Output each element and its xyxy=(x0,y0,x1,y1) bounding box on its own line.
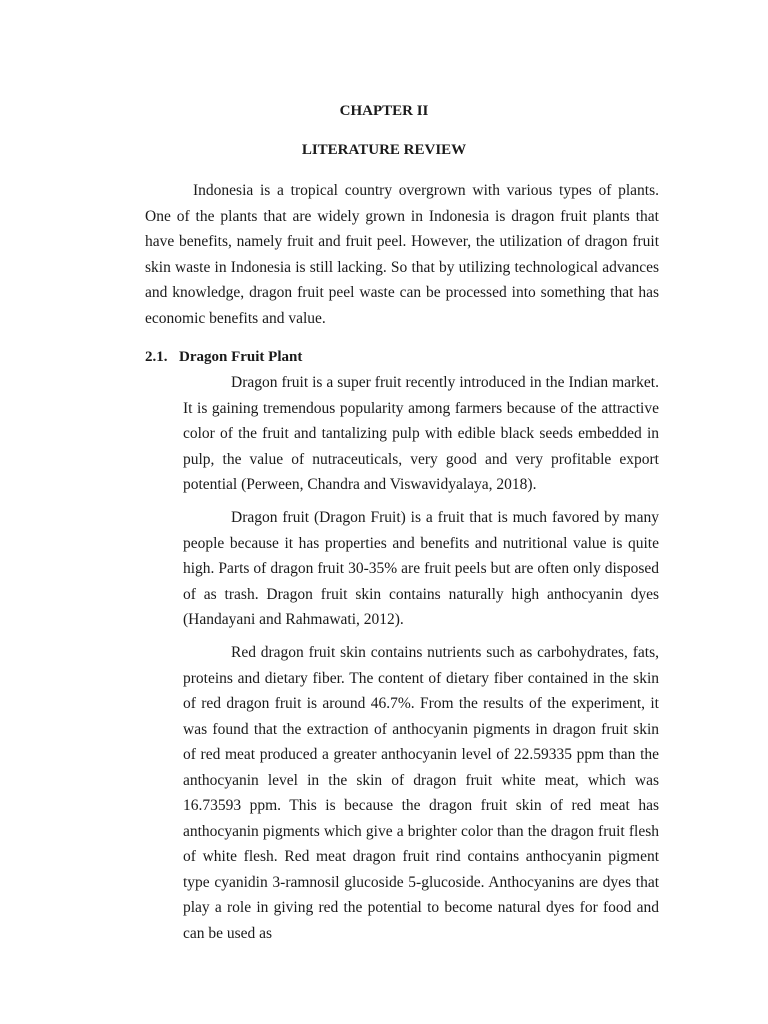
section-paragraph-2: Dragon fruit (Dragon Fruit) is a fruit that is much favored by many people because it has properties and benefits and nutritional value is quite high. Parts of dragon fruit 30-35% are fruit peels but are often only disposed of as trash. Dragon fruit skin contains naturally high anthocyanin dyes (Handayani and Rahmawati, 2012). xyxy=(183,509,659,628)
section-paragraph-3: Red dragon fruit skin contains nutrients such as carbohydrates, fats, proteins and dietary fiber. The content of dietary fiber contained in the skin of red dragon fruit is around 46.7%. From the results of the experiment, it was found that the extraction of anthocyanin pigments in dragon fruit skin of red meat produced a greater anthocyanin level of 22.59335 ppm than the anthocyanin level in the skin of dragon fruit white meat, which was 16.73593 ppm. This is because the dragon fruit skin of red meat has anthocyanin pigments which give a brighter color than the dragon fruit flesh of white flesh. Red meat dragon fruit rind contains anthocyanin pigment type cyanidin 3-ramnosil glucoside 5-glucoside. Anthocyanins are dyes that play a role in giving red the potential to become natural dyes for food and can be used as xyxy=(183,644,659,942)
chapter-label: CHAPTER II xyxy=(339,103,429,119)
section-number: 2.1. xyxy=(145,349,168,365)
section-paragraph-1: Dragon fruit is a super fruit recently introduced in the Indian market. It is gaining tremendous popularity among farmers because of the attractive color of the fruit and tantalizing pulp with edible black seeds embedded in pulp, the value of nutraceuticals, very good and very profitable export potential (Perween, Chandra and Viswavidyalaya, 2018). xyxy=(183,374,659,493)
intro-paragraph: Indonesia is a tropical country overgrown with various types of plants. One of the plants that are widely grown in Indonesia is dragon fruit plants that have benefits, namely fruit and fruit peel. However, the utilization of dragon fruit skin waste in Indonesia is still lacking. So that by utilizing technological advances and knowledge, dragon fruit peel waste can be processed into something that has economic benefits and value. xyxy=(145,182,659,327)
section-title: Dragon Fruit Plant xyxy=(179,349,303,365)
chapter-title: LITERATURE REVIEW xyxy=(301,142,467,158)
section-heading xyxy=(145,345,302,370)
